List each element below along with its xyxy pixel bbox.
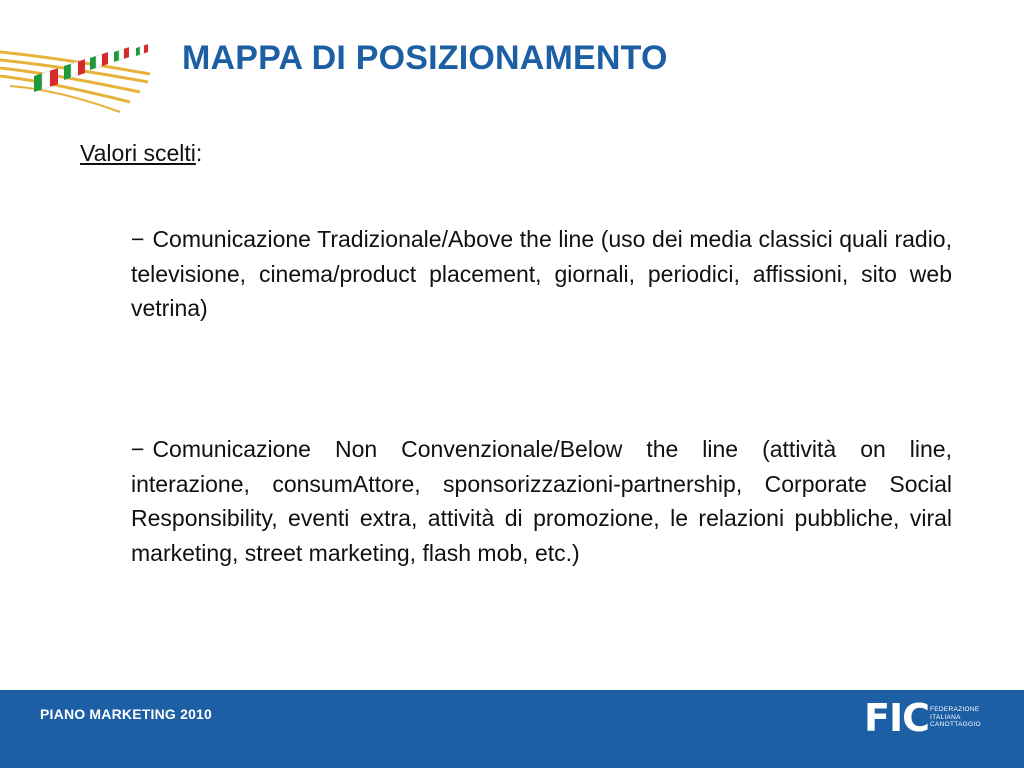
subtitle [80,136,202,170]
federation-line: FEDERAZIONE [930,706,980,713]
slide-title: MAPPA DI POSIZIONAMENTO [182,39,668,77]
subtitle-suffix: : [195,140,203,166]
fic-logo-text: FIC [864,696,929,740]
fic-federation-name [930,706,981,729]
bullet-unconventional-communication [131,432,952,570]
subtitle-label: Valori scelti [80,140,196,166]
bullet-traditional-communication [131,222,952,326]
bullet-text: Comunicazione Non Convenzionale/Below the line (attività on line, interazione, consumAttore, sponsorizzazioni-partnership, Corporate Social Responsibility, eventi extra, attività di promozione, le relazioni pubbliche, viral marketing, street marketing, flash mob, etc.) [131,436,952,566]
federation-line: CANOTTAGGIO [930,721,981,728]
footer-bar [0,690,1024,768]
federation-line: ITALIANA [930,713,961,721]
dash-marker: − [131,226,145,252]
bullet-text: Comunicazione Tradizionale/Above the line (uso dei media classici quali radio, televisione, cinema/product placement, giornali, periodici, affissioni, sito web vetrina) [131,226,952,321]
rowing-oars-flags-icon [0,30,165,115]
fic-logo [864,696,994,740]
footer-label: PIANO MARKETING 2010 [40,706,213,722]
dash-marker: − [131,436,145,462]
